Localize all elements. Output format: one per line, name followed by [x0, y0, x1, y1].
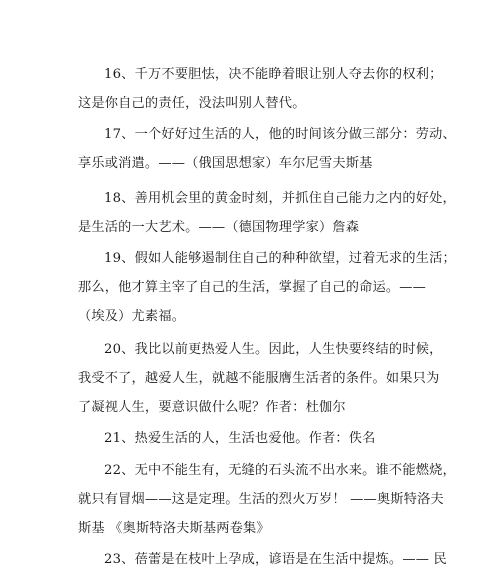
- quote-line: 享乐或消遣。——（俄国思想家）车尔尼雪夫斯基: [78, 156, 373, 171]
- quote-20: [78, 335, 443, 422]
- quote-line: 我受不了，越爱人生，就越不能服膺生活者的条件。如果只为: [78, 371, 440, 386]
- quote-line: 就只有冒烟——这是定理。生活的烈火万岁！ ——奥斯特洛夫: [78, 492, 444, 507]
- quote-line: 那么，他才算主宰了自己的生活，掌握了自己的命运。——: [78, 280, 427, 295]
- quote-line: 20、我比以前更热爱人生。因此，人生快要终结的时候，: [104, 342, 443, 357]
- quote-line: 23、蓓蕾是在枝叶上孕成，谚语是在生活中提炼。—— 民: [104, 552, 447, 566]
- quote-16: [78, 60, 443, 118]
- quote-23: [78, 545, 447, 566]
- quote-line: 22、无中不能生有，无缝的石头流不出水来。谁不能燃烧，: [104, 463, 456, 478]
- quote-line: 是生活的一大艺术。——（德国物理学家）詹森: [78, 220, 360, 235]
- quote-line: 19、假如人能够遏制住自己的种种欲望，过着无求的生活；: [104, 251, 456, 266]
- quote-17: [78, 120, 456, 178]
- quote-line: 了凝视人生，要意识做什么呢？作者：杜伽尔: [78, 400, 346, 415]
- quote-18: [78, 184, 456, 242]
- quote-19: [78, 244, 456, 331]
- quote-line: （埃及）尤素福。: [78, 309, 186, 324]
- quote-22: [78, 456, 456, 543]
- quote-line: 17、一个好好过生活的人，他的时间该分做三部分：劳动、: [104, 127, 456, 142]
- quote-line: 斯基 《奥斯特洛夫斯基两卷集》: [78, 521, 270, 536]
- quote-line: 21、热爱生活的人，生活也爱他。作者：佚名: [104, 431, 376, 446]
- quote-line: 16、千万不要胆怯，决不能睁着眼让别人夺去你的权利；: [104, 67, 443, 82]
- quote-21: [78, 424, 430, 453]
- quote-line: 这是你自己的责任，没法叫别人替代。: [78, 96, 306, 111]
- quote-line: 18、善用机会里的黄金时刻，并抓住自己能力之内的好处，: [104, 191, 456, 206]
